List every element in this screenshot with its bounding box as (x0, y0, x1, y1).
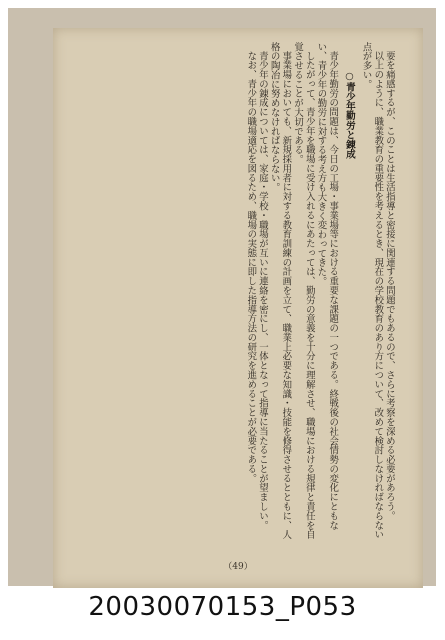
paragraph: なお、青少年の職場適応を図るため、職場の実態に即した指導方法の研究を進めることが必要である。 (245, 51, 257, 484)
page-number: （49） (223, 562, 253, 572)
book-page (53, 28, 423, 588)
section-heading: ○青少年勤労と錬成 (343, 70, 355, 159)
paragraph: したがって、青少年を職場に受け入れるにあたっては、勤労の意義を十分に理解させ、職場における規律と責任を自覚させることが大切である。 (292, 42, 315, 540)
paragraph: 事業場においても、新規採用者に対する教育訓練の計画を立て、職業上必要な知識・技能を修得させるとともに、人格の陶冶に努めなければならない。 (268, 42, 292, 540)
body-text (79, 42, 395, 542)
scan-frame (8, 8, 436, 586)
paragraph: 青少年勤労の問題は、今日の工場・事業場等における重要な課題の一つである。終戦後の社会情勢の変化にともない、青少年の勤労に対する考え方も大きく変わってきた。 (315, 42, 339, 531)
paragraph: 要を痛感するが、このことは生活指導と密接に関連する問題でもあるので、さらに考察を深める必要があろう。 (384, 51, 395, 521)
paragraph: 青少年の錬成については、家庭・学校・職場が互いに連絡を密にし、一体となって指導に当たることが望ましい。 (256, 51, 268, 531)
paragraph: 以上のように、職業教育の重要性を考えるとき、現在の学校教育のあり方について、改めて検討しなければならない点が多い。 (360, 42, 384, 540)
image-caption: 20030070153_P053 (88, 592, 357, 622)
